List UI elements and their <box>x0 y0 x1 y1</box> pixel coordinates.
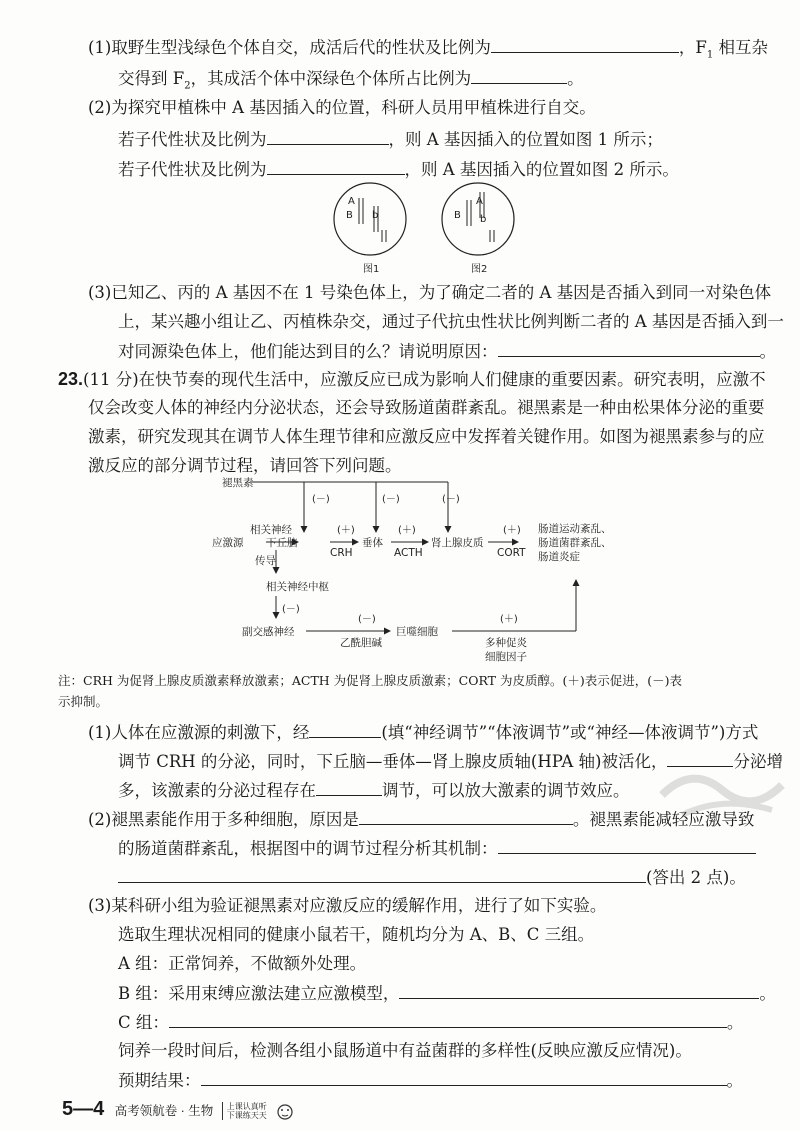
inhibit-label-5: (－) <box>358 614 376 625</box>
answer-blank[interactable] <box>309 721 381 738</box>
page-number: 5—4 <box>62 1098 105 1120</box>
answer-blank[interactable] <box>169 1011 727 1028</box>
q22-part3-line1: (3)已知乙、丙的 A 基因不在 1 号染色体上，为了确定二者的 A 基因是否插入到同一对染色体 <box>88 283 772 302</box>
inhibit-label-2: (－) <box>382 494 400 505</box>
q23-intro-line3: 激素，研究发现其在调节人体生理节律和应激反应中发挥着关键作用。如图为褪黑素参与的应 <box>88 427 765 446</box>
q22-part1-line2: 交得到 $F_2$，其成活个体中深绿色个体所占比例为 。 <box>118 69 584 92</box>
q23-part1-line3: 多，该激素的分泌过程存在 调节，可以放大激素的调节效应。 <box>118 781 630 800</box>
q22-part3-line2: 上，某兴趣小组让乙、丙植株杂交，通过子代抗虫性状比例判断二者的 A 基因是否插入到一 <box>118 312 784 331</box>
effect-3: 肠道炎症 <box>538 551 580 563</box>
node-pituitary: 垂体 <box>362 537 383 549</box>
label-cytokines-1: 多种促炎 <box>485 637 527 649</box>
answer-blank[interactable] <box>118 866 646 883</box>
inhibit-label-3: (－) <box>442 494 460 505</box>
book-title: 高考领航卷 · 生物 <box>114 1104 214 1118</box>
q23-group-b: B 组：采用束缚应激法建立应激模型， 。 <box>118 984 776 1003</box>
q23-part3-line6: 饲养一段时间后，检测各组小鼠肠道中有益菌群的多样性(反映应激反应情况)。 <box>118 1041 692 1060</box>
q23-part3-line2: 选取生理状况相同的健康小鼠若干，随机均分为 A、B、C 三组。 <box>118 925 595 944</box>
fig2-gene-b-upper: B <box>454 210 461 221</box>
q23-part2-line3: (答出 2 点)。 <box>118 866 746 889</box>
answer-blank[interactable] <box>267 128 389 145</box>
diagram-note-line2: 示抑制。 <box>58 694 109 709</box>
q23-intro-line4: 激反应的部分调节过程，请回答下列问题。 <box>88 456 402 475</box>
q23-intro-line1: 23.(11 分)在快节奏的现代生活中，应激反应已成为影响人们健康的重要因素。研究表明，应激不 <box>58 369 766 389</box>
answer-blank[interactable] <box>359 808 573 825</box>
seal-watermark <box>652 755 792 825</box>
label-crh: CRH <box>330 547 353 559</box>
q23-part1-line1: (1)人体在应激源的刺激下，经 (填“神经调节”“体液调节”或“神经—体液调节”)方式 <box>88 723 759 742</box>
effect-2: 肠道菌群紊乱、 <box>538 537 612 549</box>
q23-part2-line2: 的肠道菌群紊乱，根据图中的调节过程分析其机制： <box>118 837 756 860</box>
q22-part3-line3: 对同源染色体上，他们能达到目的么？请说明原因： 。 <box>118 342 776 361</box>
node-macrophage: 巨噬细胞 <box>396 626 438 638</box>
q23-part1-line2: 调节 CRH 的分泌，同时，下丘脑—垂体—肾上腺皮质轴(HPA 轴)被活化， 分泌增 <box>118 752 783 771</box>
answer-blank[interactable] <box>399 982 759 999</box>
q23-intro-line2: 仅会改变人体的神经内分泌状态，还会导致肠道菌群紊乱。褪黑素是一种由松果体分泌的重要 <box>88 398 765 417</box>
footer-slogan: 上课认真听 下课练天天 <box>222 1102 267 1120</box>
node-adrenal-cortex: 肾上腺皮质 <box>431 537 484 549</box>
fig2-caption: 图2 <box>471 264 488 275</box>
page-footer <box>62 1098 296 1121</box>
question-number: 23. <box>58 369 84 389</box>
q23-part3-line1: (3)某科研小组为验证褪黑素对应激反应的缓解作用，进行了如下实验。 <box>88 896 607 915</box>
fig1-gene-b-lower: b <box>372 210 379 221</box>
chromosome-figures <box>330 178 520 278</box>
fig2-gene-a: A <box>476 196 483 207</box>
answer-blank[interactable] <box>498 837 756 854</box>
q22-part1-text: (1)取野生型浅绿色个体自交，成活后代的性状及比例为 <box>88 38 491 57</box>
node-melatonin: 褪黑素 <box>222 477 254 489</box>
q23-part2-line1: (2)褪黑素能作用于多种细胞，原因是 。褪黑素能减轻应激导致 <box>88 810 755 829</box>
q23-group-c: C 组： 。 <box>118 1013 744 1032</box>
node-stress-source: 应激源 <box>212 537 244 549</box>
mascot-icon <box>274 1101 296 1121</box>
promote-label-4: (＋) <box>500 614 518 625</box>
answer-blank[interactable] <box>267 158 405 175</box>
figure-1 <box>334 183 406 275</box>
figure-2 <box>442 183 514 275</box>
node-hypothalamus: 下丘脑 <box>266 537 298 549</box>
answer-blank[interactable] <box>498 340 760 357</box>
inhibit-label-4: (－) <box>282 604 300 615</box>
node-parasympathetic: 副交感神经 <box>242 626 295 638</box>
q22-part2-line2: 若子代性状及比例为 ，则 A 基因插入的位置如图 1 所示； <box>118 130 663 149</box>
diagram-note-line1: 注：CRH 为促肾上腺皮质激素释放激素；ACTH 为促肾上腺皮质激素；CORT 为皮质醇。(＋)表示促进，(－)表 <box>58 673 682 688</box>
label-conduction: 传导 <box>255 555 276 567</box>
q23-group-a: A 组：正常饲养，不做额外处理。 <box>118 954 367 973</box>
answer-blank[interactable] <box>201 1069 727 1086</box>
promote-label-2: (＋) <box>398 525 416 536</box>
fig2-gene-b-lower: b <box>480 214 487 225</box>
promote-label-3: (＋) <box>503 525 521 536</box>
q22-part2-line1: (2)为探究甲植株中 A 基因插入的位置，科研人员用甲植株进行自交。 <box>88 98 596 117</box>
answer-blank[interactable] <box>471 67 567 84</box>
label-acth: ACTH <box>394 547 423 559</box>
fig1-gene-b-upper: B <box>346 210 353 221</box>
label-cort: CORT <box>497 547 526 559</box>
promote-label-1: (＋) <box>337 525 355 536</box>
fig1-caption: 图1 <box>363 264 380 275</box>
q22-part2-line3: 若子代性状及比例为 ，则 A 基因插入的位置如图 2 所示。 <box>118 160 679 179</box>
effect-1: 肠道运动紊乱、 <box>538 523 612 535</box>
node-nerve-center: 相关神经中枢 <box>266 581 329 593</box>
q23-expected-result: 预期结果： 。 <box>118 1071 743 1090</box>
regulation-diagram <box>200 470 640 665</box>
answer-blank[interactable] <box>316 779 382 796</box>
inhibit-label-1: (－) <box>312 494 330 505</box>
label-cytokines-2: 细胞因子 <box>485 651 527 663</box>
answer-blank[interactable] <box>491 36 679 53</box>
label-related-nerve: 相关神经 <box>250 524 292 536</box>
q22-part1-line1: (1)取野生型浅绿色个体自交，成活后代的性状及比例为 ，$F_1$ 相互杂 <box>88 38 768 61</box>
fig1-gene-a: A <box>348 196 355 207</box>
label-acetylcholine: 乙酰胆碱 <box>340 637 382 649</box>
